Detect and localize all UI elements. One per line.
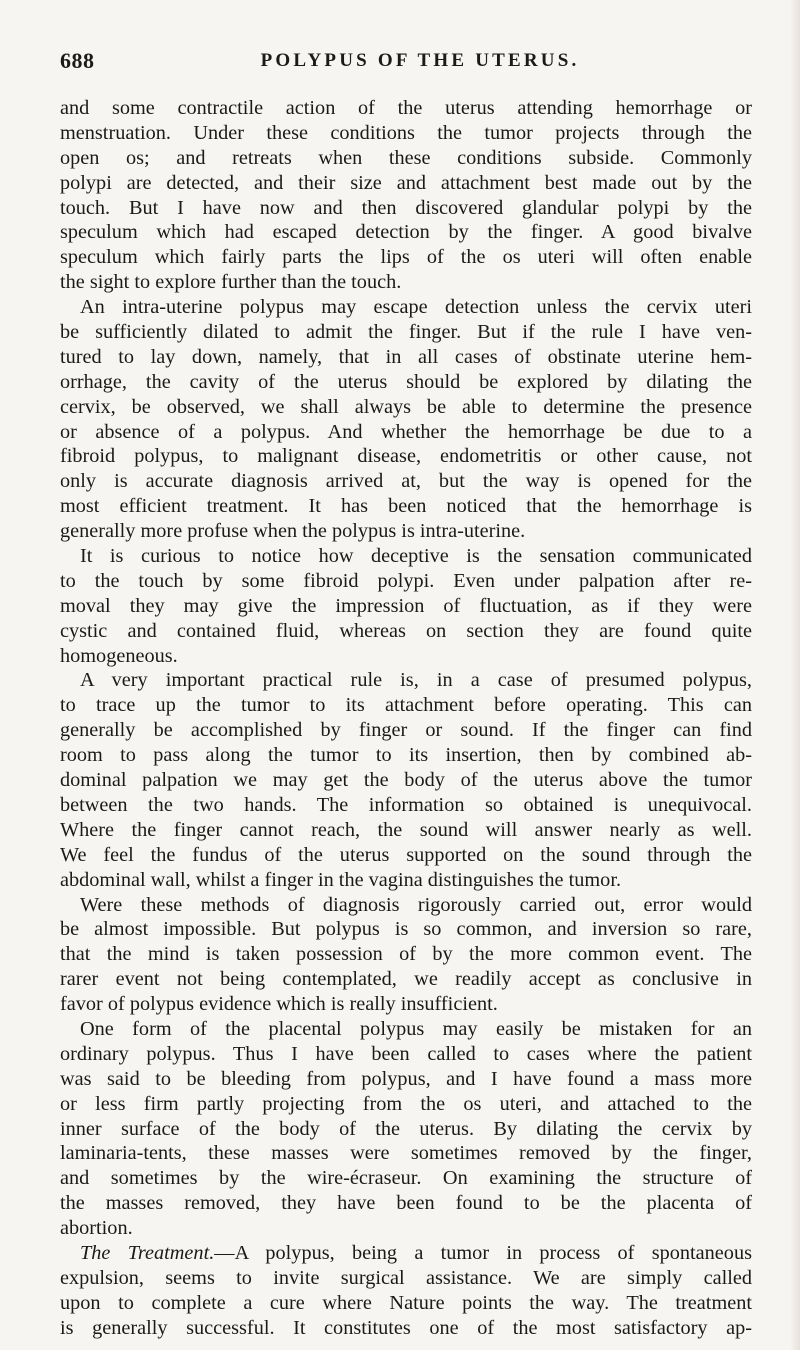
page-number: 688 (60, 48, 95, 73)
text-line: abdominal wall, whilst a finger in the vagina distinguishes the tumor. (60, 868, 622, 891)
text-line: between the two hands. The information so obtained is unequivocal. (60, 793, 752, 816)
section-heading-italic: The Treatment. (80, 1241, 215, 1264)
text-line-rest: —A polypus, being a tumor in process of spontaneous (214, 1241, 752, 1264)
text-line: or less firm partly projecting from the os uteri, and attached to the (60, 1092, 752, 1115)
text-line: touch. But I have now and then discovered glandular polypi by the (60, 196, 752, 219)
page-edge-shadow (790, 0, 800, 1350)
text-line: moval they may give the impression of fluctuation, as if they were (60, 594, 752, 617)
text-line: Where the finger cannot reach, the sound will answer nearly as well. (60, 818, 752, 841)
text-line: and some contractile action of the uterus attending hemorrhage or (60, 97, 752, 119)
text-line: fibroid polypus, to malignant disease, endometritis or other cause, not (60, 445, 752, 468)
text-line: upon to complete a cure where Nature points the way. The treatment (60, 1291, 752, 1314)
running-head: POLYPUS OF THE UTERUS. (260, 50, 580, 71)
text-line: laminaria-tents, these masses were sometimes removed by the finger, (60, 1142, 752, 1165)
text-line: polypi are detected, and their size and attachment best made out by the (60, 171, 752, 194)
text-line: that the mind is taken possession of by the more common event. The (60, 943, 752, 966)
text-line: generally more profuse when the polypus is intra-uterine. (60, 520, 526, 543)
page-header (60, 48, 750, 78)
text-line: One form of the placental polypus may easily be mistaken for an (80, 1017, 752, 1040)
text-line: only is accurate diagnosis arrived at, but the way is opened for the (60, 470, 752, 493)
text-line: generally be accomplished by finger or sound. If the finger can find (60, 719, 752, 742)
text-line: orrhage, the cavity of the uterus should be explored by dilating the (60, 370, 752, 393)
text-line: or absence of a polypus. And whether the hemorrhage be due to a (60, 420, 752, 443)
text-line: ordinary polypus. Thus I have been called to cases where the patient (60, 1042, 752, 1065)
text-line: menstruation. Under these conditions the tumor projects through the (60, 121, 752, 144)
text-line: expulsion, seems to invite surgical assistance. We are simply called (60, 1266, 752, 1289)
text-line: cystic and contained fluid, whereas on section they are found quite (60, 619, 752, 642)
text-line: and sometimes by the wire-écraseur. On examining the structure of (60, 1167, 752, 1190)
text-line: favor of polypus evidence which is really insufficient. (60, 993, 498, 1016)
text-line: An intra-uterine polypus may escape detection unless the cervix uteri (80, 296, 752, 319)
text-line: dominal palpation we may get the body of the uterus above the tumor (60, 769, 752, 792)
text-line: It is curious to notice how deceptive is the sensation communicated (80, 545, 752, 568)
text-line: be almost impossible. But polypus is so common, and inversion so rare, (60, 918, 752, 941)
text-line: the sight to explore further than the touch. (60, 271, 402, 294)
text-line: is generally successful. It constitutes one of the most satisfactory ap- (60, 1316, 752, 1339)
text-line: most efficient treatment. It has been noticed that the hemorrhage is (60, 495, 752, 518)
text-line: open os; and retreats when these conditions subside. Commonly (60, 146, 752, 169)
text-line: speculum which had escaped detection by the finger. A good bivalve (60, 221, 752, 244)
text-line: We feel the fundus of the uterus supported on the sound through the (60, 843, 752, 866)
text-line: Were these methods of diagnosis rigorously carried out, error would (80, 893, 752, 916)
text-line: cervix, be observed, we shall always be able to determine the presence (60, 395, 752, 418)
body-text (60, 96, 752, 1341)
text-line: rarer event not being contemplated, we readily accept as conclusive in (60, 968, 752, 991)
text-line: to the touch by some fibroid polypi. Even under palpation after re- (60, 569, 752, 592)
text-line: room to pass along the tumor to its insertion, then by combined ab- (60, 744, 752, 767)
text-line: the masses removed, they have been found to be the placenta of (60, 1192, 752, 1215)
text-line: to trace up the tumor to its attachment before operating. This can (60, 694, 752, 717)
text-line: inner surface of the body of the uterus. By dilating the cervix by (60, 1117, 752, 1140)
text-line: homogeneous. (60, 644, 178, 667)
text-line: speculum which fairly parts the lips of the os uteri will often enable (60, 246, 752, 269)
text-line: abortion. (60, 1217, 133, 1240)
text-line: A very important practical rule is, in a case of presumed polypus, (80, 669, 752, 692)
text-line: be sufficiently dilated to admit the finger. But if the rule I have ven- (60, 321, 752, 344)
text-line (60, 1241, 752, 1266)
text-line: tured to lay down, namely, that in all cases of obstinate uterine hem- (60, 345, 752, 368)
text-line: was said to be bleeding from polypus, and I have found a mass more (60, 1067, 752, 1090)
